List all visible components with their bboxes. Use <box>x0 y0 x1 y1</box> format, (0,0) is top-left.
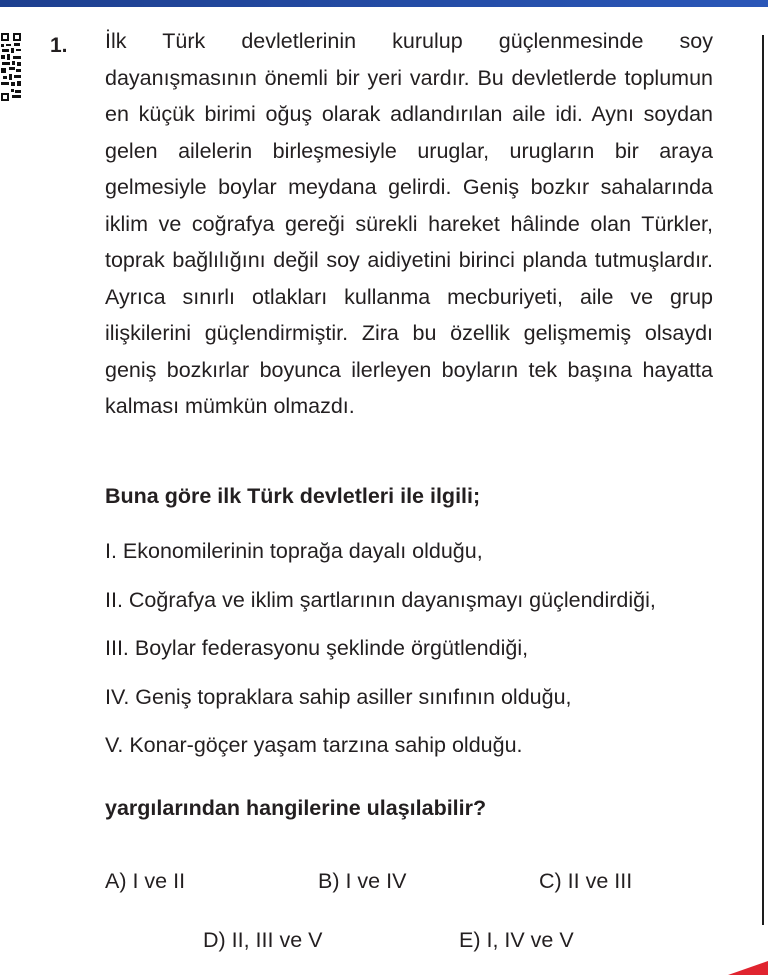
question-prompt: Buna göre ilk Türk devletleri ile ilgili; <box>105 484 481 508</box>
question-passage: İlk Türk devletlerinin kurulup güçlenmesinde soy dayanışmasının önemli bir yeri vardır. Bu devletlerde toplumun en küçük birimi oğuş olarak adlandırılan aile idi. Aynı soydan gelen ailelerin birleşmesiyle uruglar, urugların bir araya gelmesiyle boylar meydana gelirdi. Geniş bozkır sahalarında iklim ve coğrafya gereği sürekli hareket hâlinde olan Türkler, toprak bağlılığını değil soy aidiyetini birinci planda tutmuşlardır. Ayrıca sınırlı otlakları kullanma mecburiyeti, aile ve grup ilişkilerini güçlendirmiştir. Zira bu özellik gelişmemiş olsaydı geniş bozkırlar boyunca ilerleyen boyların tek başına hayatta kalması mümkün olmazdı. <box>105 29 713 418</box>
statement-item: III. Boylar federasyonu şeklinde örgütlendiği, <box>105 636 529 660</box>
top-color-band <box>0 0 768 7</box>
question-number: 1. <box>50 34 68 57</box>
statement-item: IV. Geniş topraklara sahip asiller sınıfının olduğu, <box>105 684 572 709</box>
question-closing: yargılarından hangilerine ulaşılabilir? <box>105 796 487 820</box>
statement-item: V. Konar-göçer yaşam tarzına sahip olduğu. <box>105 733 523 757</box>
statement-list <box>105 535 656 778</box>
answer-option-d[interactable]: D) II, III ve V <box>203 928 323 952</box>
corner-page-mark <box>728 961 768 975</box>
qr-code-icon <box>0 32 22 102</box>
right-margin-rule <box>762 35 764 925</box>
statement-item: I. Ekonomilerinin toprağa dayalı olduğu, <box>105 539 483 563</box>
answer-option-a[interactable]: A) I ve II <box>105 869 186 893</box>
answer-option-b[interactable]: B) I ve IV <box>318 869 407 893</box>
answer-option-e[interactable]: E) I, IV ve V <box>459 928 574 952</box>
statement-item: II. Coğrafya ve iklim şartlarının dayanışmayı güçlendirdiği, <box>105 587 656 612</box>
answer-option-c[interactable]: C) II ve III <box>539 869 633 893</box>
